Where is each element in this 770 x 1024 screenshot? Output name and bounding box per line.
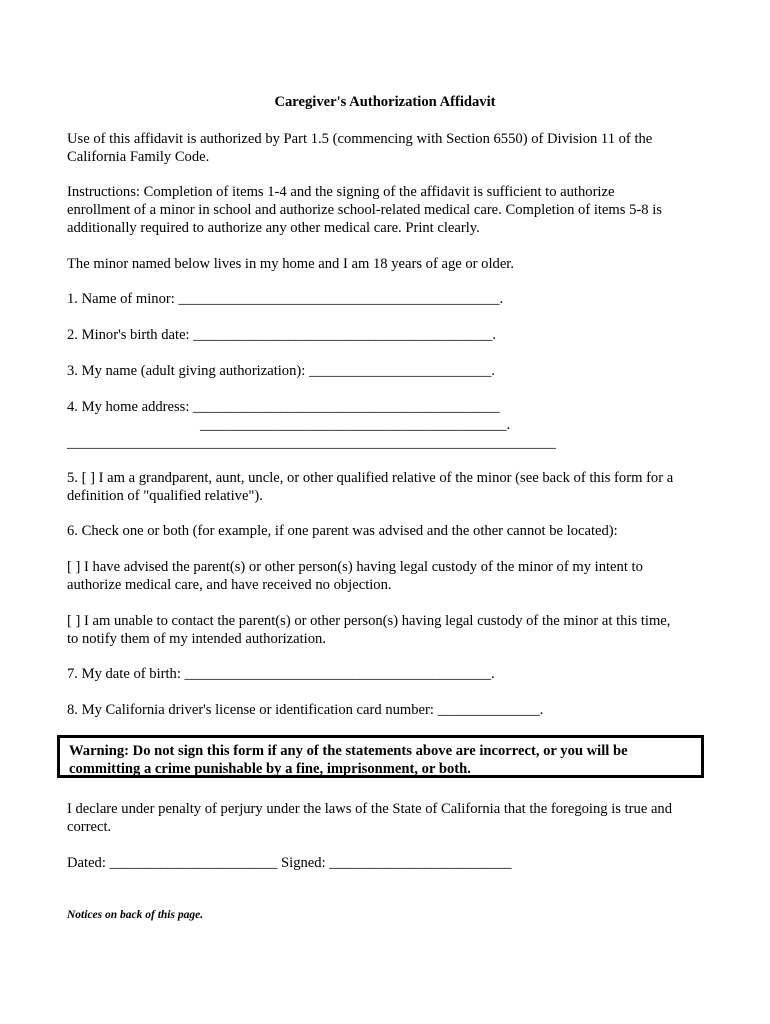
warning-box bbox=[57, 735, 704, 778]
item-3-my-name: 3. My name (adult giving authorization): _________________________. bbox=[67, 363, 496, 379]
item-4-home-address: 4. My home address: __________________________________________ bbox=[67, 399, 500, 415]
intro-line-2: California Family Code. bbox=[67, 149, 210, 165]
intro-line-1: Use of this affidavit is authorized by Part 1.5 (commencing with Section 6550) of Division 11 of the bbox=[67, 131, 653, 147]
warning-line-2: committing a crime punishable by a fine, imprisonment, or both. bbox=[69, 761, 471, 777]
item-6b-line-2: to notify them of my intended authorization. bbox=[67, 631, 326, 647]
item-2-minor-birth-date: 2. Minor's birth date: _________________________________________. bbox=[67, 327, 497, 343]
item-5-relative-line-1: 5. [ ] I am a grandparent, aunt, uncle, or other qualified relative of the minor (see back of this form for a bbox=[67, 470, 674, 486]
dated-signed-line: Dated: _______________________ Signed: _________________________ bbox=[67, 855, 512, 871]
item-8-license-number: 8. My California driver's license or identification card number: ______________. bbox=[67, 702, 544, 718]
item-4-address-line-2: __________________________________________. bbox=[200, 417, 511, 433]
residency-statement: The minor named below lives in my home and I am 18 years of age or older. bbox=[67, 256, 515, 272]
item-1-name-of-minor: 1. Name of minor: ____________________________________________. bbox=[67, 291, 504, 307]
instructions-line-3: additionally required to authorize any other medical care. Print clearly. bbox=[67, 220, 480, 236]
item-6a-line-2: authorize medical care, and have received no objection. bbox=[67, 577, 392, 593]
declaration-line-2: correct. bbox=[67, 819, 112, 835]
instructions-line-1: Instructions: Completion of items 1-4 and the signing of the affidavit is sufficient to authorize bbox=[67, 184, 615, 200]
item-6a-line-1: [ ] I have advised the parent(s) or other person(s) having legal custody of the minor of my intent to bbox=[67, 559, 643, 575]
item-4-address-line-3: ___________________________________________________________________ bbox=[67, 435, 556, 451]
back-page-notice: Notices on back of this page. bbox=[67, 909, 204, 921]
instructions-line-2: enrollment of a minor in school and authorize school-related medical care. Completion of items 5-8 is bbox=[67, 202, 662, 218]
warning-line-1: Warning: Do not sign this form if any of the statements above are incorrect, or you will be bbox=[69, 743, 628, 759]
item-6b-line-1: [ ] I am unable to contact the parent(s) or other person(s) having legal custody of the minor at this time, bbox=[67, 613, 671, 629]
item-6-instructions: 6. Check one or both (for example, if one parent was advised and the other cannot be located): bbox=[67, 523, 618, 539]
declaration-line-1: I declare under penalty of perjury under the laws of the State of California that the foregoing is true and bbox=[67, 801, 673, 817]
item-5-relative-line-2: definition of "qualified relative"). bbox=[67, 488, 263, 504]
item-7-date-of-birth: 7. My date of birth: __________________________________________. bbox=[67, 666, 495, 682]
document-title: Caregiver's Authorization Affidavit bbox=[274, 94, 496, 110]
